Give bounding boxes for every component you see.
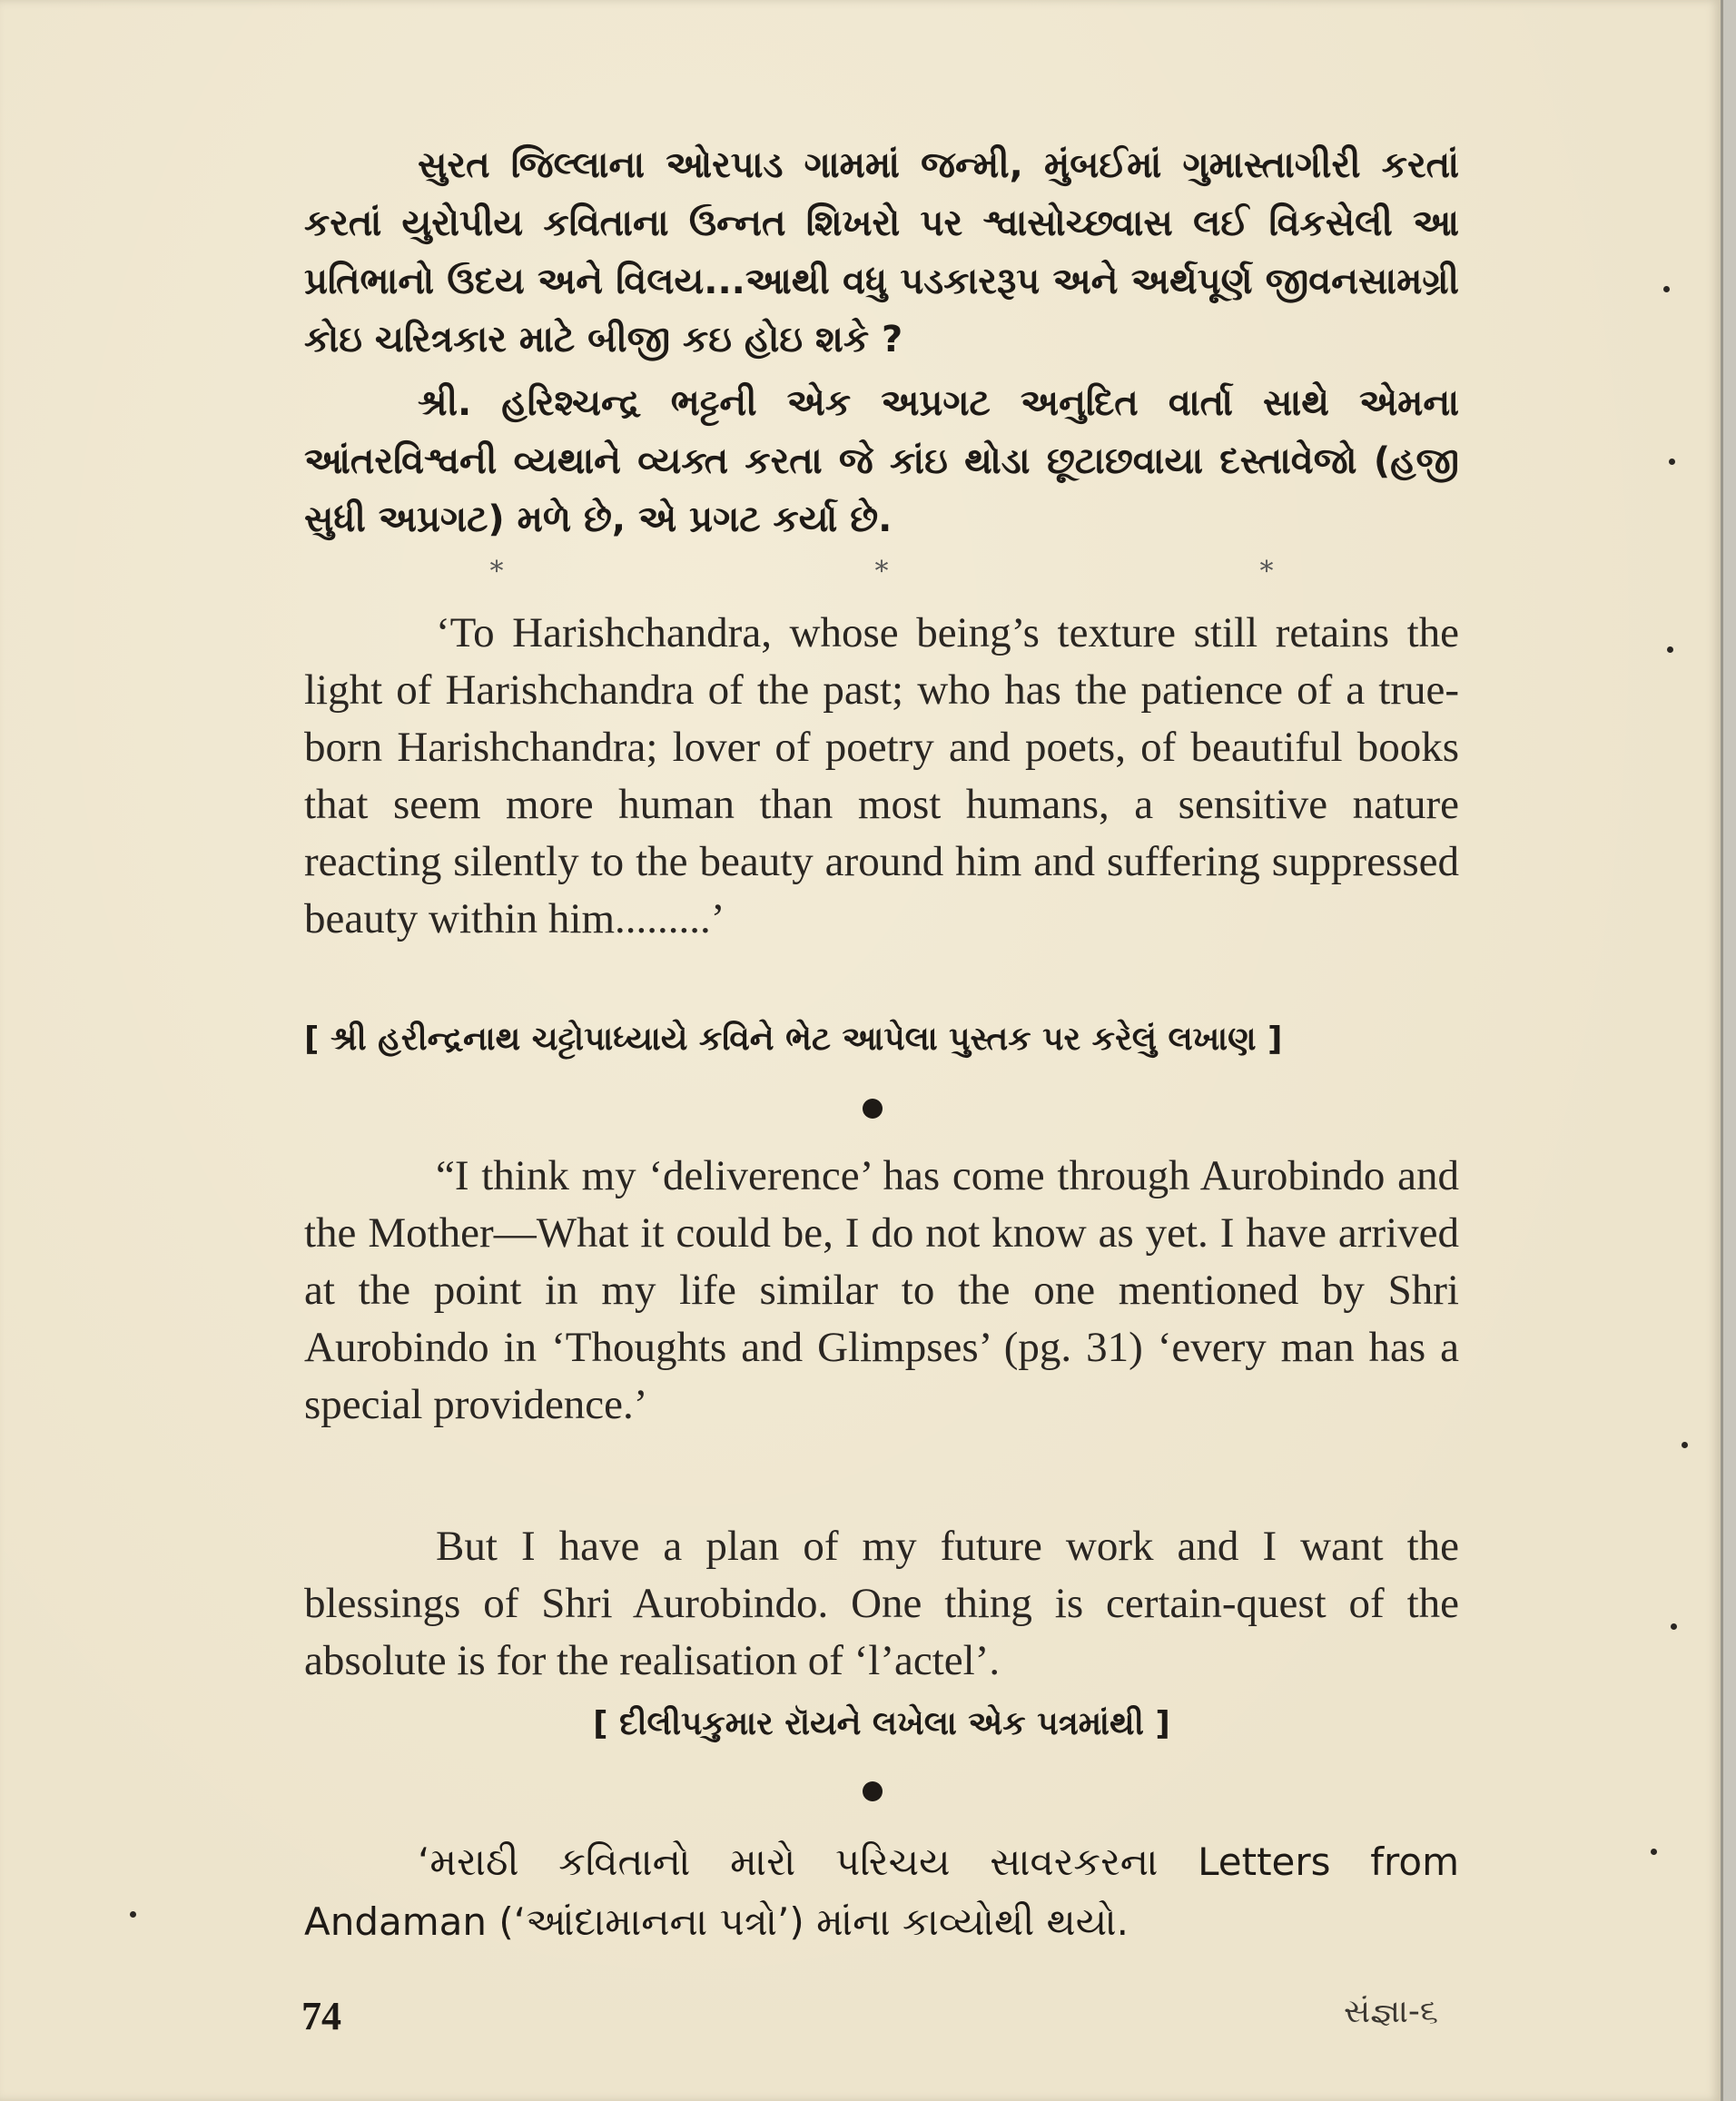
intro-block <box>304 136 1459 369</box>
paper-speck <box>1671 1623 1677 1630</box>
dedication-quote <box>304 605 1459 948</box>
paper-speck <box>130 1911 136 1918</box>
letter-source <box>304 1705 1459 1743</box>
intro-paragraph: સુરત જિલ્લાના ઓરપાડ ગામમાં જન્મી, મુંબઈમાં ગુમાસ્તાગીરી કરતાં કરતાં યુરોપીય કવિતાના ઉન્નત શિખરો પર શ્વાસોચ્છ્વાસ લઈ વિકસેલી આ પ્રતિભાનો ઉદય અને વિલય...આથી વધુ પડકારરૂપ અને અર્થપૂર્ણ જીવનસામગ્રી કોઇ ચરિત્રકાર માટે બીજી કઇ હોઇ શકે ? <box>304 144 1459 360</box>
letter-quote <box>304 1148 1459 1434</box>
separator-star: * <box>874 556 889 587</box>
issue-tag: સંજ્ઞા-૬ <box>1344 1993 1439 2030</box>
paper-speck <box>1667 646 1673 653</box>
closing-block <box>304 1832 1459 1952</box>
letter-paragraph-2: But I have a plan of my future work and I want the blessings of Shri Aurobindo. One thing is certain-quest of the absolute is for the realisation of ‘l’actel’. <box>304 1523 1459 1684</box>
page-number: 74 <box>301 1994 341 2038</box>
closing-paragraph: ‘મરાઠી કવિતાનો મારો પરિચય સાવરકરના Letters from Andaman (‘આંદામાનના પત્રો’) માંના કાવ્યોથી થયો. <box>304 1840 1459 1944</box>
dedication-attribution: [ શ્રી હરીન્દ્રનાથ ચટ્ટોપાધ્યાયે કવિને ભેટ આપેલા પુસ્તક પર કરેલું લખાણ ] <box>304 1021 1283 1058</box>
paper-speck <box>1651 1849 1657 1855</box>
section-separator <box>304 556 1459 587</box>
separator-star: * <box>489 556 504 587</box>
note-paragraph: શ્રી. હરિશ્ચન્દ્ર ભટ્ટની એક અપ્રગટ અનુદિત વાર્તા સાથે એમના આંતરવિશ્વની વ્યથાને વ્યક્ત કરતા જે કાંઇ થોડા છૂટાછવાયા દસ્તાવેજો (હજી સુધી અપ્રગટ) મળે છે, એ પ્રગટ કર્યા છે. <box>304 382 1459 540</box>
dedication-source <box>304 1021 1459 1059</box>
note-block <box>304 374 1459 548</box>
letter-quote-continued <box>304 1518 1459 1690</box>
letter-paragraph-1: “I think my ‘deliverence’ has come through Aurobindo and the Mother—What it could be, I do not know as yet. I have arrived at the point in my life similar to the one mentioned by Shri Aurobindo in ‘Thoughts and Glimpses’ (pg. 31) ‘every man has a special providence.’ <box>304 1152 1459 1428</box>
letter-attribution: [ દીલીપકુમાર રૉયને લખેલા એક પત્રમાંથી ] <box>593 1705 1170 1742</box>
page-edge <box>1721 0 1736 2101</box>
paper-speck <box>1682 1442 1688 1448</box>
bullet-separator <box>863 1781 883 1801</box>
dedication-text: ‘To Harishchandra, whose being’s texture still retains the light of Harishchandra of the past; who has the patience of a true-born Harishchandra; lover of poetry and poets, of beautiful books that seem more human than most humans, a sensitive nature reacting silently to the beauty around him and suffering suppressed beauty within him.........’ <box>304 609 1459 942</box>
paper-speck <box>1669 459 1675 465</box>
bullet-separator <box>863 1099 883 1119</box>
paper-speck <box>1663 286 1670 292</box>
separator-star: * <box>1259 556 1274 587</box>
